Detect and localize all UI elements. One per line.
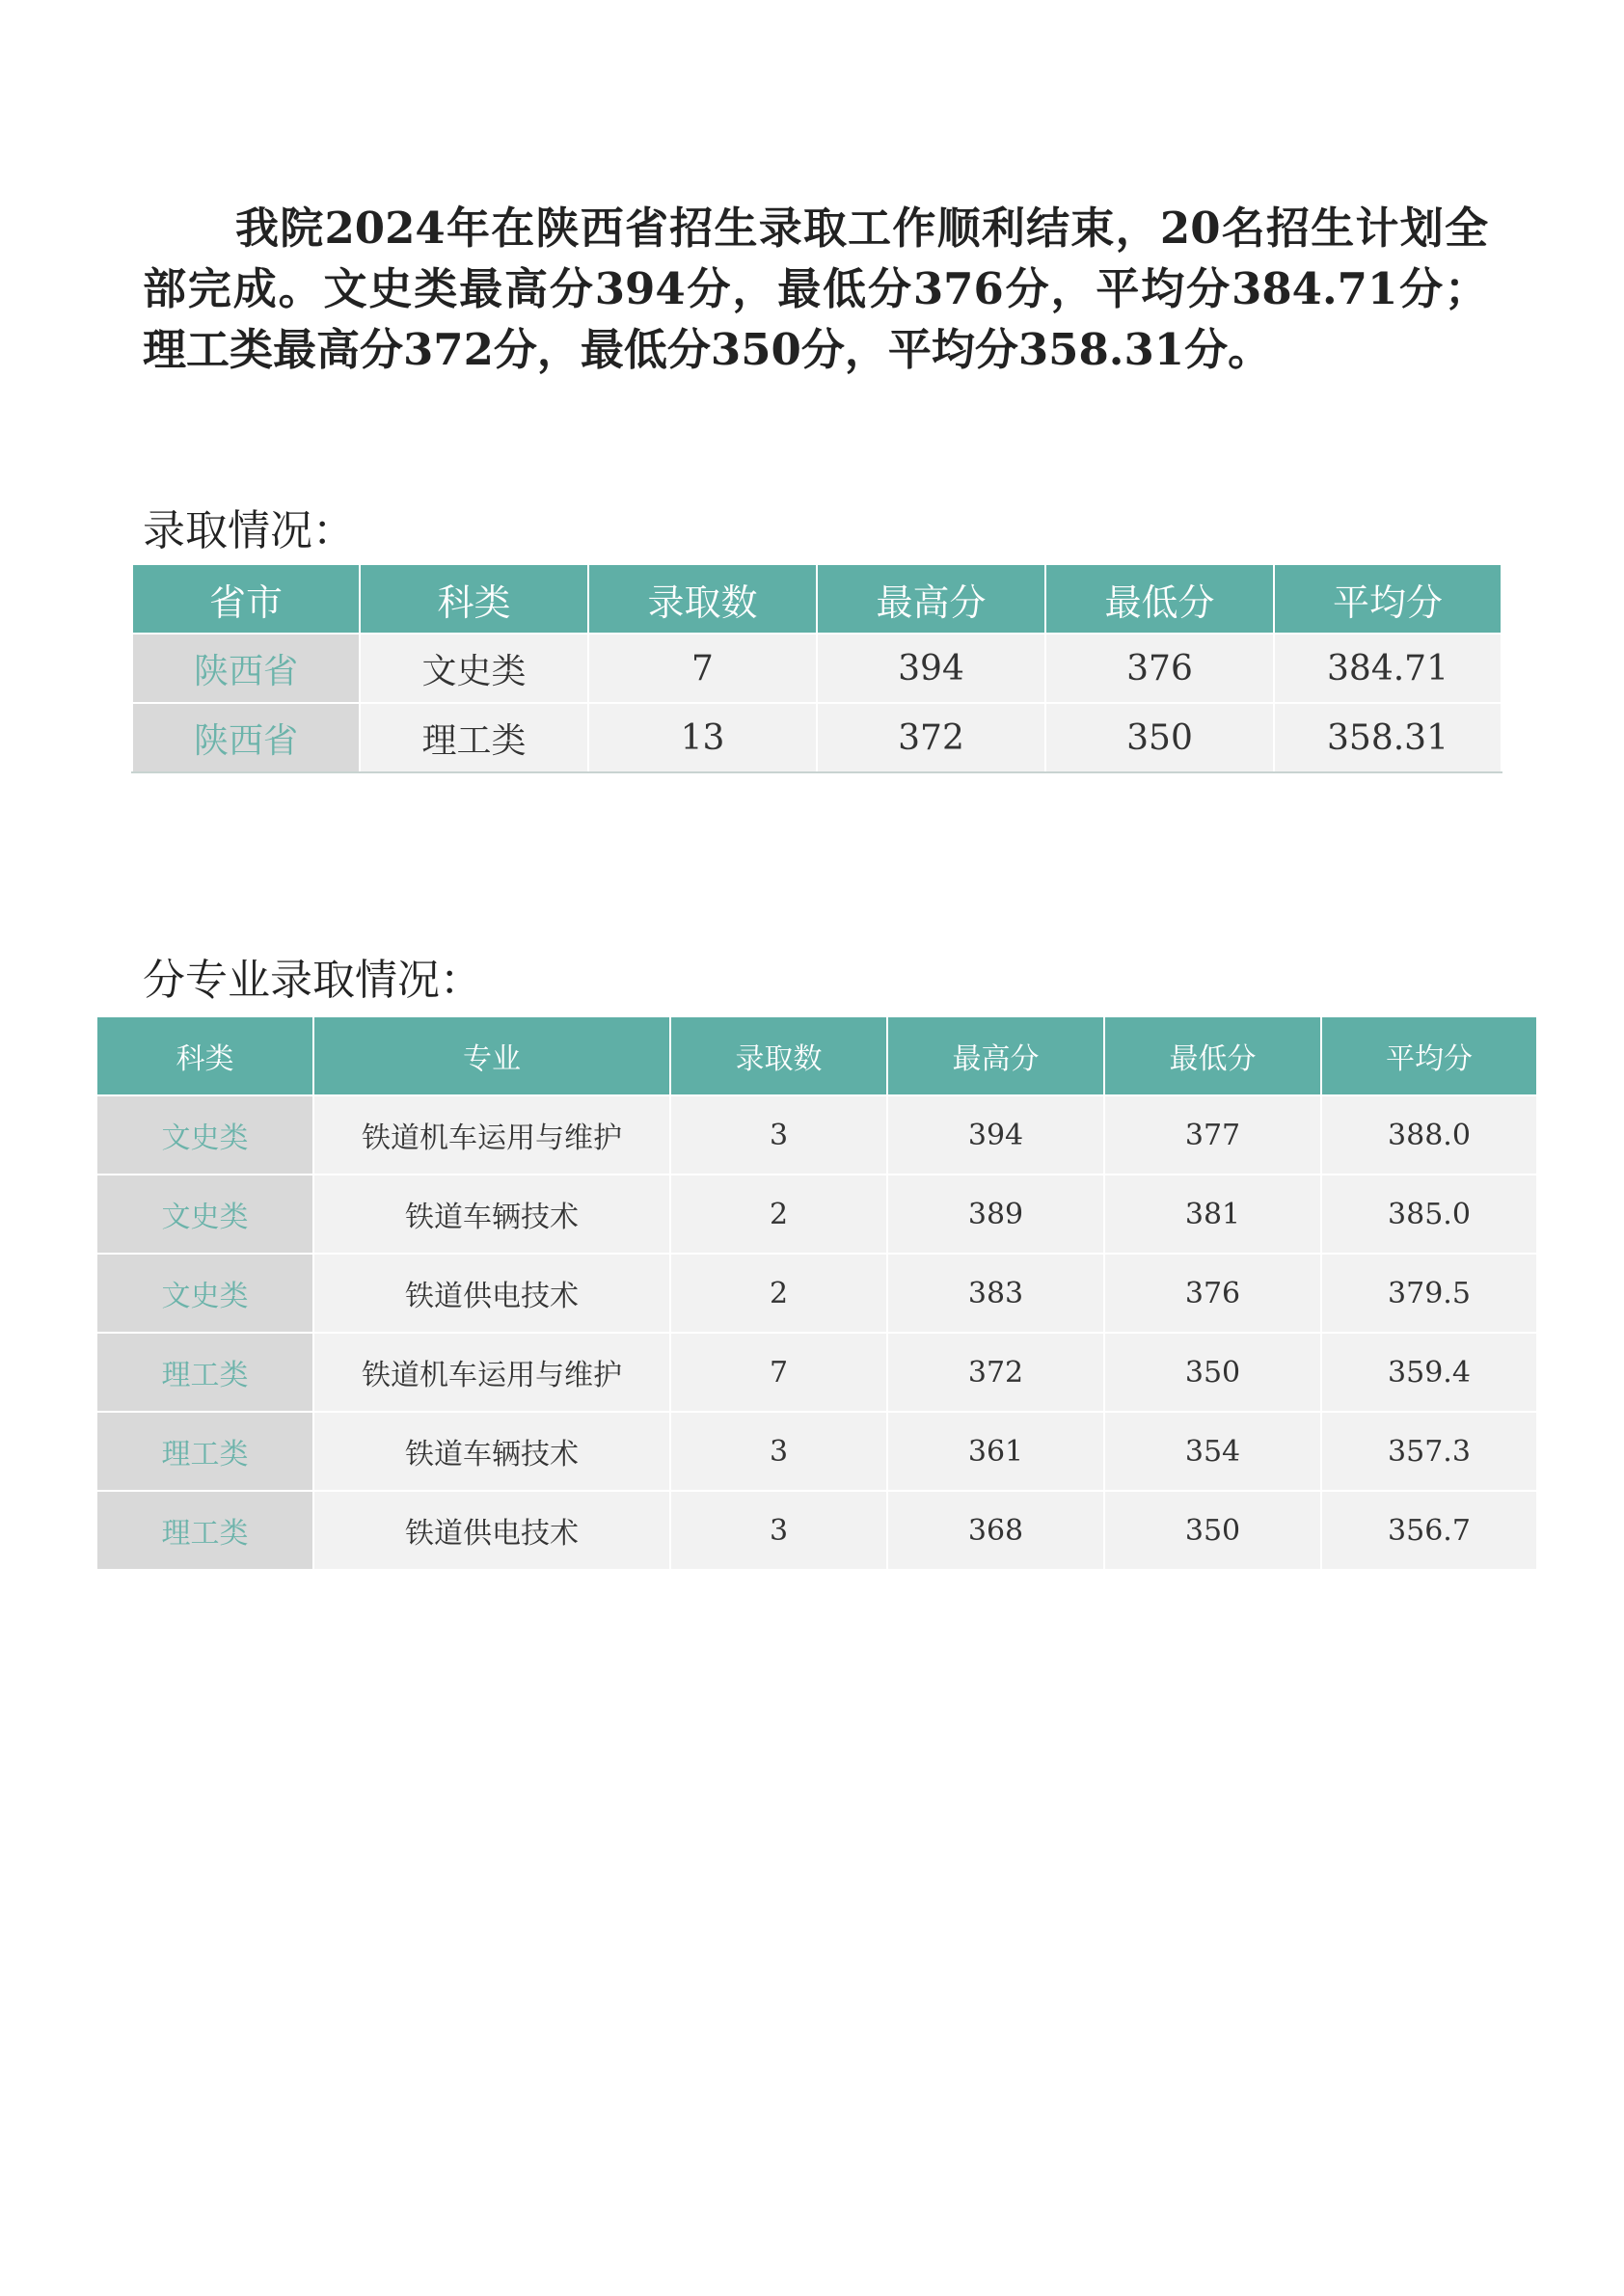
cell-major: 铁道机车运用与维护 xyxy=(313,1333,670,1412)
cell-major: 铁道机车运用与维护 xyxy=(313,1095,670,1175)
cell-highest: 372 xyxy=(887,1333,1104,1412)
cell-average: 359.4 xyxy=(1321,1333,1537,1412)
cell-highest: 372 xyxy=(817,703,1045,772)
admission-summary-table xyxy=(131,563,1502,773)
cell-category: 文史类 xyxy=(96,1254,313,1333)
cell-average: 357.3 xyxy=(1321,1412,1537,1491)
table-header-row xyxy=(132,564,1502,634)
table-row xyxy=(96,1412,1537,1491)
table-row xyxy=(96,1095,1537,1175)
cell-province: 陕西省 xyxy=(132,703,360,772)
header-category: 科类 xyxy=(360,564,588,634)
header-admitted: 录取数 xyxy=(588,564,817,634)
cell-highest: 383 xyxy=(887,1254,1104,1333)
cell-lowest: 350 xyxy=(1104,1333,1321,1412)
cell-category: 理工类 xyxy=(96,1333,313,1412)
cell-category: 文史类 xyxy=(96,1175,313,1254)
cell-category: 文史类 xyxy=(96,1095,313,1175)
header-province: 省市 xyxy=(132,564,360,634)
table-row xyxy=(96,1175,1537,1254)
cell-major: 铁道车辆技术 xyxy=(313,1175,670,1254)
cell-average: 358.31 xyxy=(1274,703,1502,772)
cell-lowest: 350 xyxy=(1045,703,1274,772)
cell-category: 理工类 xyxy=(96,1491,313,1570)
table-row xyxy=(132,634,1502,703)
table-row xyxy=(96,1491,1537,1570)
header-average: 平均分 xyxy=(1274,564,1502,634)
header-lowest: 最低分 xyxy=(1045,564,1274,634)
table-header-row xyxy=(96,1016,1537,1095)
cell-highest: 394 xyxy=(817,634,1045,703)
cell-admitted: 7 xyxy=(588,634,817,703)
cell-admitted: 2 xyxy=(670,1175,887,1254)
cell-admitted: 13 xyxy=(588,703,817,772)
cell-average: 385.0 xyxy=(1321,1175,1537,1254)
cell-major: 铁道供电技术 xyxy=(313,1254,670,1333)
major-admission-title: 分专业录取情况： xyxy=(143,956,482,1005)
cell-highest: 389 xyxy=(887,1175,1104,1254)
header-highest: 最高分 xyxy=(817,564,1045,634)
cell-admitted: 3 xyxy=(670,1491,887,1570)
cell-province: 陕西省 xyxy=(132,634,360,703)
cell-major: 铁道车辆技术 xyxy=(313,1412,670,1491)
header-lowest: 最低分 xyxy=(1104,1016,1321,1095)
cell-highest: 394 xyxy=(887,1095,1104,1175)
admission-summary-title: 录取情况： xyxy=(143,506,355,555)
cell-admitted: 7 xyxy=(670,1333,887,1412)
header-admitted: 录取数 xyxy=(670,1016,887,1095)
cell-average: 356.7 xyxy=(1321,1491,1537,1570)
cell-major: 铁道供电技术 xyxy=(313,1491,670,1570)
cell-highest: 368 xyxy=(887,1491,1104,1570)
cell-category: 理工类 xyxy=(360,703,588,772)
cell-average: 388.0 xyxy=(1321,1095,1537,1175)
cell-average: 379.5 xyxy=(1321,1254,1537,1333)
header-category: 科类 xyxy=(96,1016,313,1095)
header-highest: 最高分 xyxy=(887,1016,1104,1095)
table-row xyxy=(96,1333,1537,1412)
cell-admitted: 2 xyxy=(670,1254,887,1333)
cell-admitted: 3 xyxy=(670,1095,887,1175)
cell-category: 理工类 xyxy=(96,1412,313,1491)
cell-average: 384.71 xyxy=(1274,634,1502,703)
major-admission-table xyxy=(95,1015,1538,1571)
cell-lowest: 354 xyxy=(1104,1412,1321,1491)
cell-lowest: 376 xyxy=(1104,1254,1321,1333)
cell-highest: 361 xyxy=(887,1412,1104,1491)
cell-lowest: 376 xyxy=(1045,634,1274,703)
cell-admitted: 3 xyxy=(670,1412,887,1491)
header-average: 平均分 xyxy=(1321,1016,1537,1095)
cell-category: 文史类 xyxy=(360,634,588,703)
cell-lowest: 350 xyxy=(1104,1491,1321,1570)
header-major: 专业 xyxy=(313,1016,670,1095)
table-row xyxy=(132,703,1502,772)
cell-lowest: 377 xyxy=(1104,1095,1321,1175)
intro-paragraph: 我院2024年在陕西省招生录取工作顺利结束，20名招生计划全部完成。文史类最高分394分，最低分376分，平均分384.71分；理工类最高分372分，最低分350分，平均分358.31分。 xyxy=(143,203,1488,375)
cell-lowest: 381 xyxy=(1104,1175,1321,1254)
table-row xyxy=(96,1254,1537,1333)
